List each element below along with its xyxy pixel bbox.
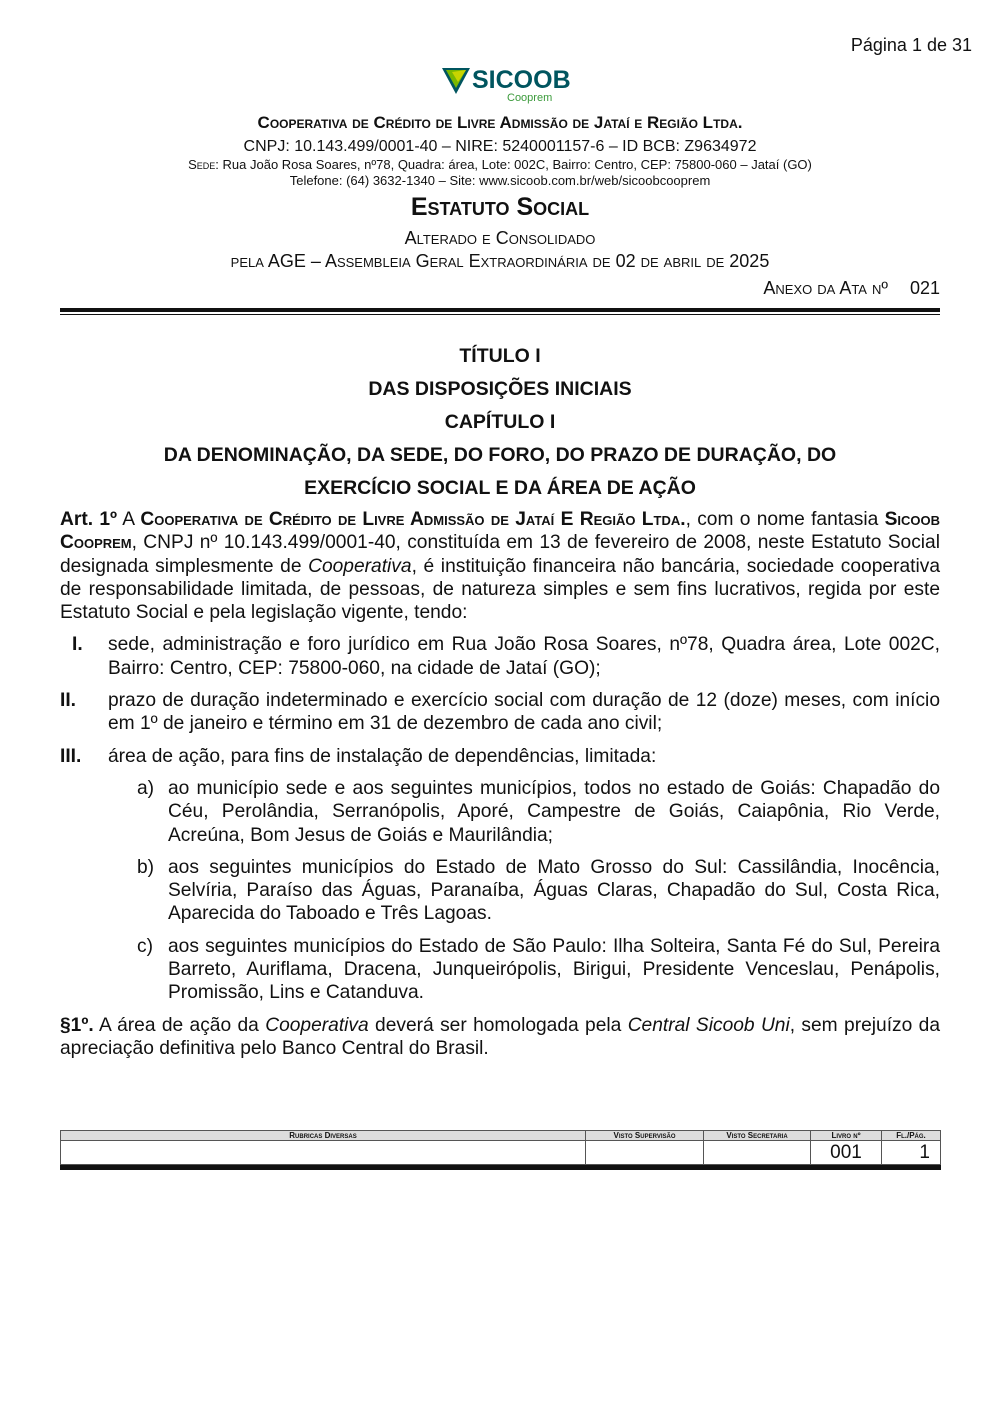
logo-subtitle: Cooprem [507,92,553,104]
text: deverá ser homologada pela [368,1014,628,1036]
sub-list-item [60,777,940,847]
page-indicator: Página 1 de 31 [850,35,972,55]
central-name: Central Sicoob Uni [627,1014,790,1036]
registration-ids: CNPJ: 10.143.499/0001-40 – NIRE: 5240001157-6 – ID BCB: Z9634972 [243,138,757,155]
text: A área de ação da [93,1014,266,1036]
cooperative-name-inline: Cooperativa de Crédito de Livre Admissão de Jataí E Região Ltda. [140,509,686,530]
item-label: III. [60,745,82,767]
document-subtitle: Alterado e Consolidado [404,228,596,248]
sede-label: Sede: [188,157,219,172]
fantasy-name: Sicoob Cooprem [60,509,941,554]
cooperative-name: Cooperativa de Crédito de Livre Admissão de Jataí e Região Ltda. [257,113,743,132]
text: , com o nome fantasia [685,509,885,530]
article-1 [60,508,940,624]
cooperativa-term: Cooperativa [308,555,412,577]
header-divider-thin [60,314,940,315]
header-divider [60,308,940,312]
paragraph-label: §1º. [60,1014,94,1036]
contact-line: Telefone: (64) 3632-1340 – Site: www.sicoob.com.br/web/sicoobcooprem [289,173,711,188]
subitem-label: b) [137,856,155,878]
logo-wordmark: SICOOB [472,66,571,94]
list-item [60,633,940,680]
cell-visto-secretaria [704,1141,811,1165]
cell-visto-supervisao [586,1141,704,1165]
sicoob-logo-icon [442,68,472,96]
subitem-text: aos seguintes municípios do Estado de São Paulo: Ilha Solteira, Santa Fé do Sul, Pereira Barreto, Auriflama, Dracena, Junqueirópolis, Birigui, Presidente Venceslau, Penápolis, Promissão, Lins e Catanduva. [168,935,940,1004]
cooperativa-term: Cooperativa [265,1014,369,1036]
list-item [60,689,940,736]
subitem-text: aos seguintes municípios do Estado de Mato Grosso do Sul: Cassilândia, Inocência, Selvíria, Paraíso das Águas, Paranaíba, Águas Claras, Chapadão do Sul, Costa Rica, Aparecida do Taboado e Três Lagoas. [168,856,940,925]
sub-list-item [60,935,940,1005]
text: , CNPJ nº 10.143.499/0001-40, constituída em 13 de fevereiro de 2008, neste Estatuto Social designada simplesmente de [60,532,940,577]
article-body [60,508,940,1060]
cell-folha: 1 [882,1141,941,1165]
annex-info [763,278,940,299]
subitem-label: c) [137,935,153,957]
subitem-text: ao município sede e aos seguintes municípios, todos no estado de Goiás: Chapadão do Céu, Perolândia, Serranópolis, Aporé, Campestre de Goiás, Caiapônia, Rio Verde, Acreúna, Bom Jesus de Goiás e Maurilândia; [168,777,940,846]
header-visto-secretaria: Visto Secretaria [704,1131,811,1141]
item-label: I. [72,634,83,656]
list-item [60,745,940,768]
assembly-line: pela AGE – Assembleia Geral Extraordinária de 02 de abril de 2025 [230,251,770,271]
title-name: DAS DISPOSIÇÕES INICIAIS [368,378,632,400]
document-title: Estatuto Social [410,193,590,221]
chapter-number: CAPÍTULO I [444,411,556,433]
section-titles [60,340,940,505]
text: , é instituição financeira não bancária, sociedade cooperativa de responsabilidade limitada, de pessoas, de natureza simples e sem fins lucrativos, regida por este Estatuto Social e pela legislação vigente, tendo: [60,555,940,624]
article-label: Art. 1º [60,509,118,530]
item-label: II. [60,690,76,712]
text: A [117,509,141,530]
chapter-name-line1: DA DENOMINAÇÃO, DA SEDE, DO FORO, DO PRAZO DE DURAÇÃO, DO [163,444,837,466]
title-number: TÍTULO I [459,345,541,367]
annex-number: 021 [909,278,940,298]
sub-list-item [60,856,940,926]
header-rubricas: Rubricas Diversas [61,1131,586,1141]
sede-address: Rua João Rosa Soares, nº78, Quadra: área, Lote: 002C, Bairro: Centro, CEP: 75800-060 – Jataí (GO) [218,157,812,172]
header-folha: Fl./Pág. [882,1131,941,1141]
paragraph-1 [60,1014,940,1061]
item-text: prazo de duração indeterminado e exercício social com duração de 12 (doze) meses, com início em 1º de janeiro e término em 31 de dezembro de cada ano civil; [108,690,940,735]
sicoob-logo [442,66,571,106]
chapter-name-line2: EXERCÍCIO SOCIAL E DA ÁREA DE AÇÃO [304,477,696,499]
cell-rubricas [61,1141,586,1165]
footer-bar [60,1165,941,1170]
text: , sem prejuízo da apreciação definitiva pelo Banco Central do Brasil. [60,1014,940,1059]
signature-table [60,1130,941,1165]
address-line [0,157,1000,172]
header-livro: Livro nº [811,1131,882,1141]
header-visto-supervisao: Visto Supervisão [586,1131,704,1141]
item-text: área de ação, para fins de instalação de dependências, limitada: [108,745,657,767]
cell-livro: 001 [811,1141,882,1165]
item-text: sede, administração e foro jurídico em Rua João Rosa Soares, nº78, Quadra área, Lote 002C, Bairro: Centro, CEP: 75800-060, na cidade de Jataí (GO); [108,634,940,679]
subitem-label: a) [137,777,155,799]
annex-label: Anexo da Ata nº [763,278,888,298]
